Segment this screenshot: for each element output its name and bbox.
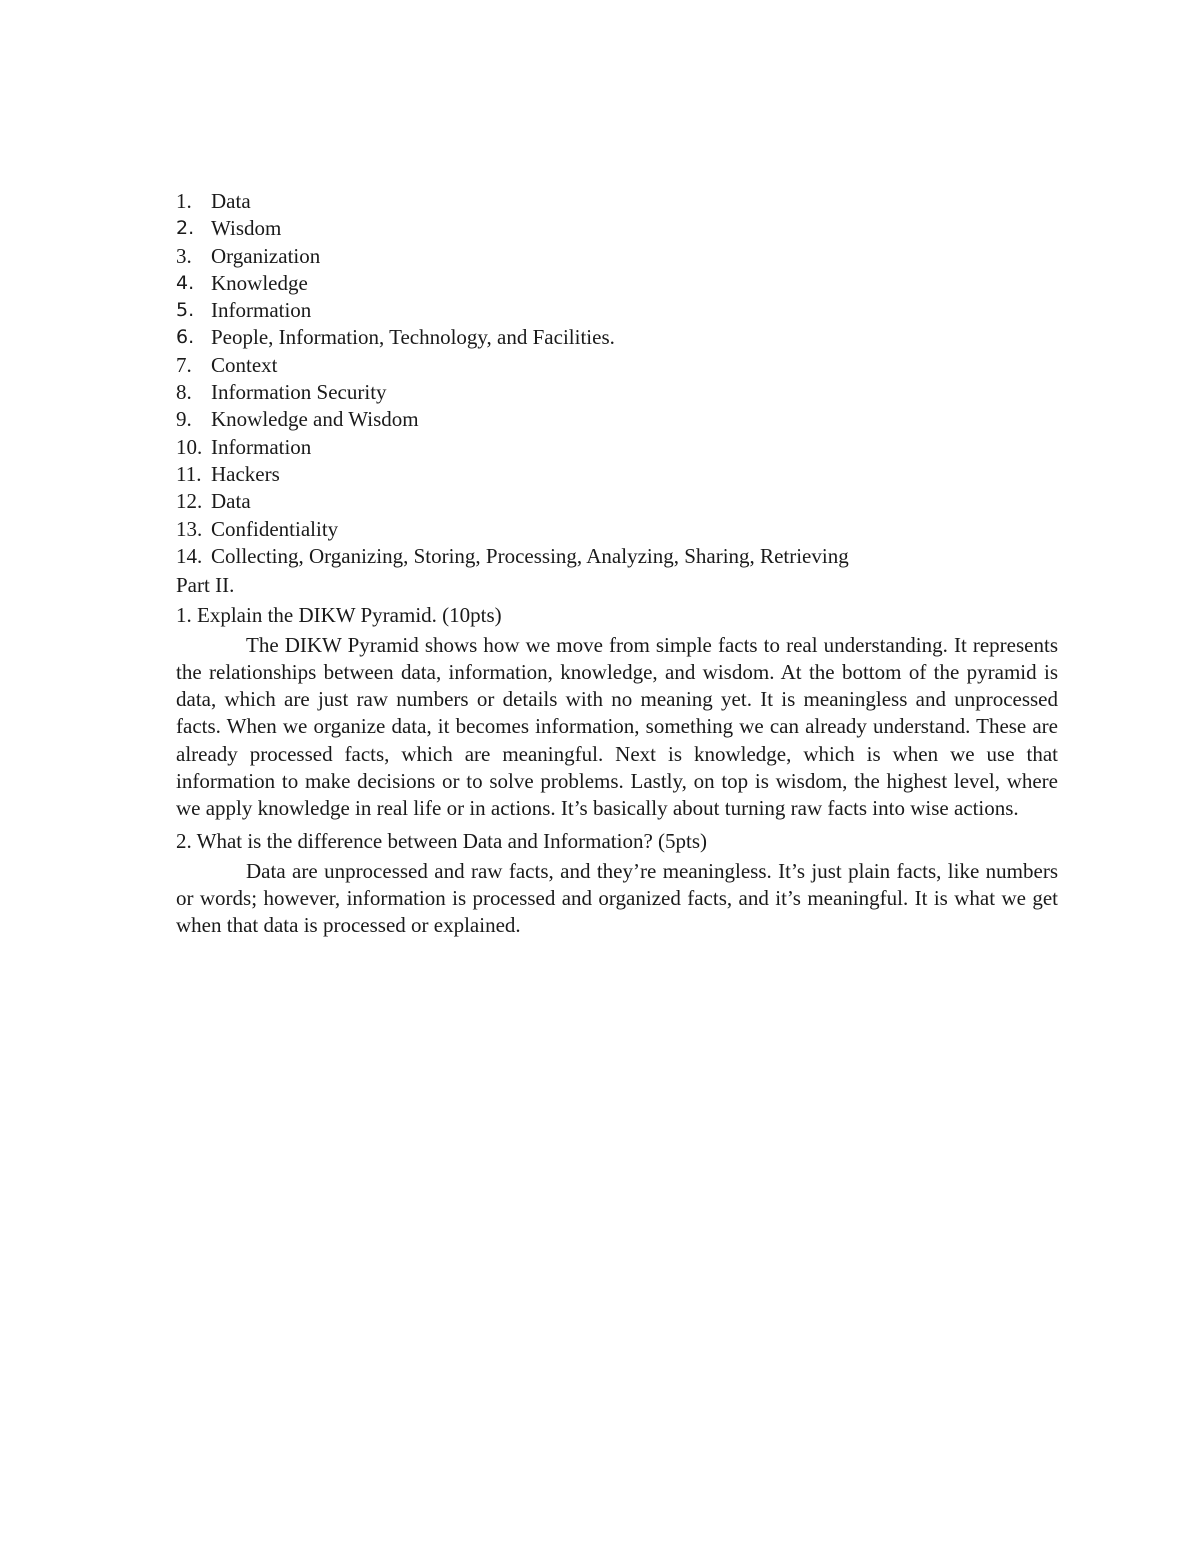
list-item — [176, 488, 1058, 515]
part2-heading: Part II. — [176, 573, 235, 598]
item-number: 13. — [176, 516, 203, 541]
list-item — [176, 352, 1058, 379]
item-number: 14. — [176, 543, 203, 568]
list-item — [176, 297, 1058, 324]
list-item — [176, 324, 1058, 351]
item-number: 1. — [176, 189, 192, 213]
question-2: 2. What is the difference between Data and Information? (5pts) — [176, 828, 708, 853]
item-number: 11. — [176, 461, 202, 486]
item-text: Hackers — [211, 461, 280, 486]
item-text: Information Security — [211, 380, 387, 405]
item-number: 4. — [176, 271, 195, 294]
item-number: 7. — [176, 352, 192, 377]
item-number: 2. — [176, 217, 195, 240]
item-text: Confidentiality — [211, 516, 339, 541]
document-page — [176, 188, 1058, 945]
item-number: 6. — [176, 326, 195, 349]
list-item — [176, 461, 1058, 488]
list-item — [176, 379, 1058, 406]
item-number: 9. — [176, 407, 192, 432]
item-text: Collecting, Organizing, Storing, Processing, Analyzing, Sharing, Retrieving — [211, 543, 849, 568]
list-item — [176, 406, 1058, 433]
item-text: Context — [211, 352, 278, 377]
part1-answer-list — [176, 188, 1058, 570]
list-item — [176, 270, 1058, 297]
item-text: Knowledge — [211, 270, 308, 295]
item-number: 10. — [176, 434, 203, 459]
item-number: 8. — [176, 380, 192, 405]
list-item — [176, 243, 1058, 270]
item-number: 3. — [176, 243, 192, 268]
item-text: Data — [211, 189, 251, 213]
list-item — [176, 188, 1058, 215]
list-item — [176, 516, 1058, 543]
item-text: Wisdom — [211, 216, 282, 241]
item-text: People, Information, Technology, and Facilities. — [211, 325, 615, 350]
item-number: 5. — [176, 299, 195, 322]
item-number: 12. — [176, 489, 203, 514]
list-item — [176, 543, 1058, 570]
item-text: Knowledge and Wisdom — [211, 407, 419, 432]
list-item — [176, 434, 1058, 461]
item-text: Information — [211, 298, 312, 323]
item-text: Information — [211, 434, 312, 459]
item-text: Data — [211, 489, 251, 514]
question-1: 1. Explain the DIKW Pyramid. (10pts) — [176, 603, 502, 628]
answer-2-paragraph: Data are unprocessed and raw facts, and they’re meaningless. It’s just plain facts, like numbers or words; however, information is processed and organized facts, and it’s meaningful. It is what we get when that data is processed or explained. — [176, 858, 1058, 937]
list-item — [176, 215, 1058, 242]
answer-1-paragraph: The DIKW Pyramid shows how we move from simple facts to real understanding. It represents the relationships between data, information, knowledge, and wisdom. At the bottom of the pyramid is data, which are just raw numbers or details with no meaning yet. It is meaningless and unprocessed facts. When we organize data, it becomes information, something we can already understand. These are already processed facts, which are meaningful. Next is knowledge, which is when we use that information to make decisions or to solve problems. Lastly, on top is wisdom, the highest level, where we apply knowledge in real life or in actions. It’s basically about turning raw facts into wise actions. — [176, 633, 1058, 820]
item-text: Organization — [211, 243, 321, 268]
